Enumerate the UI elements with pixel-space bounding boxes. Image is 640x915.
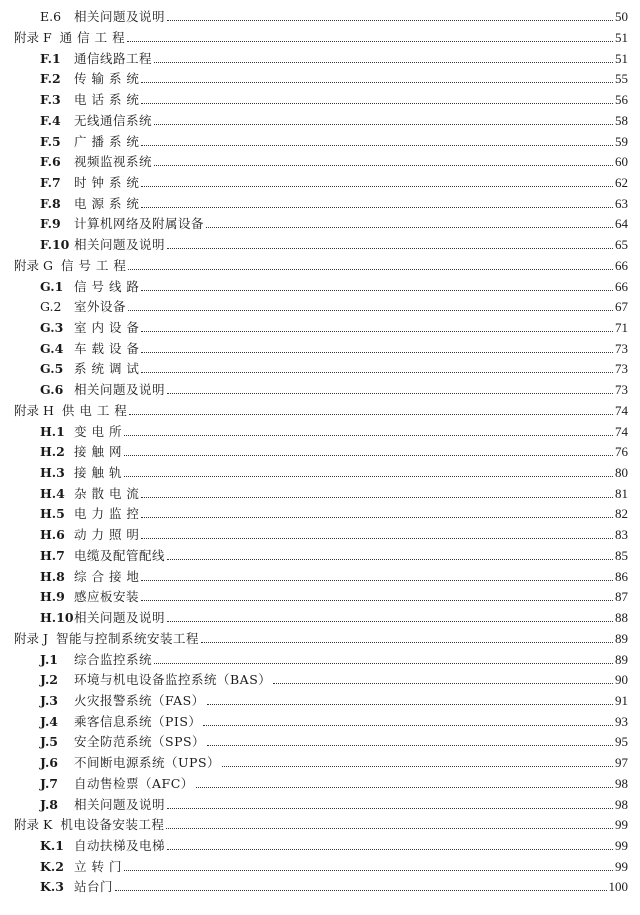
toc-section-entry[interactable] xyxy=(0,376,640,397)
entry-page-number: 56 xyxy=(615,92,628,108)
entry-title: 通 信 工 程 xyxy=(59,29,126,45)
entry-page-number: 62 xyxy=(615,174,628,190)
toc-appendix-entry[interactable] xyxy=(0,24,640,45)
toc-section-entry[interactable] xyxy=(0,45,640,66)
entry-number: K.1 xyxy=(40,837,64,853)
toc-section-entry[interactable] xyxy=(0,418,640,439)
entry-page-number: 83 xyxy=(615,527,628,543)
entry-number: 附录 G xyxy=(14,257,53,273)
toc-section-entry[interactable] xyxy=(0,169,640,190)
toc-section-entry[interactable] xyxy=(0,770,640,791)
toc-appendix-entry[interactable] xyxy=(0,397,640,418)
entry-number: F.10 xyxy=(40,237,70,253)
dot-leader xyxy=(141,145,613,146)
dot-leader xyxy=(124,435,613,436)
dot-leader xyxy=(154,124,613,125)
entry-page-number: 73 xyxy=(615,382,628,398)
entry-title: 杂 散 电 流 xyxy=(74,485,140,501)
entry-page-number: 98 xyxy=(615,775,628,791)
entry-title: 相关问题及说明 xyxy=(74,237,166,253)
entry-page-number: 51 xyxy=(615,29,628,45)
entry-title: 时 钟 系 统 xyxy=(74,174,140,190)
dot-leader xyxy=(167,621,613,622)
entry-title: 动 力 照 明 xyxy=(74,527,140,543)
entry-page-number: 89 xyxy=(615,651,628,667)
dot-leader xyxy=(141,331,613,332)
entry-title: 相关问题及说明 xyxy=(74,382,166,398)
entry-page-number: 95 xyxy=(615,734,628,750)
dot-leader xyxy=(141,290,613,291)
entry-title: 综合监控系统 xyxy=(74,651,153,667)
toc-appendix-entry[interactable] xyxy=(0,252,640,273)
toc-section-entry[interactable] xyxy=(0,439,640,460)
entry-page-number: 59 xyxy=(615,133,628,149)
toc-section-entry[interactable] xyxy=(0,522,640,543)
entry-title: 传 输 系 统 xyxy=(74,71,140,87)
entry-number: F.1 xyxy=(40,50,61,66)
toc-section-entry[interactable] xyxy=(0,708,640,729)
dot-leader xyxy=(141,352,613,353)
entry-page-number: 93 xyxy=(615,713,628,729)
toc-section-entry[interactable] xyxy=(0,480,640,501)
dot-leader xyxy=(207,745,613,746)
entry-page-number: 82 xyxy=(615,506,628,522)
entry-page-number: 90 xyxy=(615,672,628,688)
entry-title: 站台门 xyxy=(74,879,114,895)
entry-page-number: 66 xyxy=(615,257,628,273)
entry-page-number: 67 xyxy=(615,299,628,315)
dot-leader xyxy=(154,62,613,63)
entry-page-number: 74 xyxy=(615,423,628,439)
dot-leader xyxy=(141,580,613,581)
entry-number: J.1 xyxy=(40,651,58,667)
dot-leader xyxy=(167,20,613,21)
entry-title: 广 播 系 统 xyxy=(74,133,140,149)
toc-section-entry[interactable] xyxy=(0,190,640,211)
entry-number: J.7 xyxy=(40,775,58,791)
entry-page-number: 85 xyxy=(615,547,628,563)
entry-number: F.2 xyxy=(40,71,61,87)
entry-title: 自动售检票（AFC） xyxy=(74,775,194,791)
entry-page-number: 65 xyxy=(615,237,628,253)
entry-number: J.5 xyxy=(40,734,58,750)
dot-leader xyxy=(128,310,613,311)
entry-number: J.6 xyxy=(40,755,58,771)
toc-section-entry[interactable] xyxy=(0,107,640,128)
entry-title: 信 号 线 路 xyxy=(74,278,140,294)
entry-number: F.5 xyxy=(40,133,61,149)
entry-page-number: 73 xyxy=(615,361,628,377)
dot-leader xyxy=(141,538,613,539)
entry-page-number: 99 xyxy=(615,817,628,833)
toc-section-entry[interactable] xyxy=(0,667,640,688)
dot-leader xyxy=(166,828,613,829)
entry-title: 信 号 工 程 xyxy=(60,257,127,273)
toc-section-entry[interactable] xyxy=(0,791,640,812)
entry-title: 综 合 接 地 xyxy=(74,568,140,584)
entry-page-number: 73 xyxy=(615,340,628,356)
entry-title: 相关问题及说明 xyxy=(74,9,166,25)
entry-page-number: 66 xyxy=(615,278,628,294)
entry-title: 电缆及配管配线 xyxy=(74,547,166,563)
dot-leader xyxy=(196,787,613,788)
entry-title: 接 触 网 xyxy=(74,444,122,460)
entry-page-number: 87 xyxy=(615,589,628,605)
toc-section-entry[interactable] xyxy=(0,687,640,708)
entry-title: 通信线路工程 xyxy=(74,50,153,66)
entry-number: F.9 xyxy=(40,216,61,232)
entry-page-number: 71 xyxy=(615,319,628,335)
entry-number: 附录 H xyxy=(14,402,54,418)
toc-section-entry[interactable] xyxy=(0,356,640,377)
entry-title: 系 统 调 试 xyxy=(74,361,140,377)
entry-number: G.2 xyxy=(40,299,62,315)
entry-number: J.2 xyxy=(40,672,58,688)
entry-page-number: 60 xyxy=(615,154,628,170)
entry-title: 视频监视系统 xyxy=(74,154,153,170)
toc-section-entry[interactable] xyxy=(0,646,640,667)
entry-number: H.7 xyxy=(40,547,65,563)
toc-section-entry[interactable] xyxy=(0,335,640,356)
toc-section-entry[interactable] xyxy=(0,211,640,232)
dot-leader xyxy=(141,497,613,498)
entry-title: 自动扶梯及电梯 xyxy=(74,837,166,853)
entry-page-number: 80 xyxy=(615,465,628,481)
toc-section-entry[interactable] xyxy=(0,604,640,625)
entry-number: F.3 xyxy=(40,92,61,108)
entry-title: 相关问题及说明 xyxy=(74,610,166,626)
toc-section-entry[interactable] xyxy=(0,501,640,522)
dot-leader xyxy=(201,642,613,643)
entry-page-number: 55 xyxy=(615,71,628,87)
dot-leader xyxy=(124,870,613,871)
entry-number: G.1 xyxy=(40,278,64,294)
toc-section-entry[interactable] xyxy=(0,542,640,563)
entry-number: F.6 xyxy=(40,154,61,170)
entry-number: 附录 K xyxy=(14,817,53,833)
entry-number: E.6 xyxy=(40,9,62,25)
entry-page-number: 88 xyxy=(615,610,628,626)
toc-section-entry[interactable] xyxy=(0,231,640,252)
entry-number: G.3 xyxy=(40,319,64,335)
entry-page-number: 58 xyxy=(615,112,628,128)
dot-leader xyxy=(141,82,613,83)
dot-leader xyxy=(167,849,613,850)
toc-section-entry[interactable] xyxy=(0,584,640,605)
toc-section-entry[interactable] xyxy=(0,729,640,750)
entry-title: 智能与控制系统安装工程 xyxy=(56,630,200,646)
entry-page-number: 74 xyxy=(615,402,628,418)
dot-leader xyxy=(124,455,613,456)
toc-section-entry[interactable] xyxy=(0,149,640,170)
entry-number: 附录 F xyxy=(14,29,52,45)
entry-number: F.7 xyxy=(40,174,61,190)
entry-title: 无线通信系统 xyxy=(74,112,153,128)
entry-page-number: 86 xyxy=(615,568,628,584)
entry-title: 火灾报警系统（FAS） xyxy=(74,692,205,708)
entry-title: 室 内 设 备 xyxy=(74,319,140,335)
entry-number: H.8 xyxy=(40,568,65,584)
toc-section-entry[interactable] xyxy=(0,853,640,874)
dot-leader xyxy=(167,393,613,394)
entry-number: G.5 xyxy=(40,361,64,377)
entry-title: 相关问题及说明 xyxy=(74,796,166,812)
entry-title: 供 电 工 程 xyxy=(61,402,128,418)
entry-title: 接 触 轨 xyxy=(74,465,122,481)
toc-appendix-entry[interactable] xyxy=(0,812,640,833)
dot-leader xyxy=(203,725,613,726)
entry-title: 乘客信息系统（PIS） xyxy=(74,713,202,729)
entry-page-number: 97 xyxy=(615,755,628,771)
dot-leader xyxy=(167,248,613,249)
entry-title: 电 话 系 统 xyxy=(74,92,140,108)
entry-number: J.8 xyxy=(40,796,58,812)
entry-page-number: 64 xyxy=(615,216,628,232)
entry-page-number: 99 xyxy=(615,858,628,874)
toc-section-entry[interactable] xyxy=(0,273,640,294)
entry-number: F.4 xyxy=(40,112,61,128)
entry-number: H.1 xyxy=(40,423,65,439)
toc-section-entry[interactable] xyxy=(0,832,640,853)
dot-leader xyxy=(141,517,613,518)
toc-section-entry[interactable] xyxy=(0,459,640,480)
entry-number: G.4 xyxy=(40,340,64,356)
entry-number: H.3 xyxy=(40,465,65,481)
entry-number: K.3 xyxy=(40,879,64,895)
entry-page-number: 100 xyxy=(608,879,628,895)
toc-section-entry[interactable] xyxy=(0,86,640,107)
toc-section-entry[interactable] xyxy=(0,4,640,25)
toc-section-entry[interactable] xyxy=(0,128,640,149)
entry-number: H.2 xyxy=(40,444,65,460)
entry-title: 安全防范系统（SPS） xyxy=(74,734,206,750)
entry-title: 立 转 门 xyxy=(74,858,122,874)
dot-leader xyxy=(154,165,613,166)
entry-number: 附录 J xyxy=(14,630,48,646)
dot-leader xyxy=(141,600,613,601)
dot-leader xyxy=(141,372,613,373)
dot-leader xyxy=(141,207,613,208)
entry-page-number: 98 xyxy=(615,796,628,812)
entry-number: J.3 xyxy=(40,692,58,708)
toc-section-entry[interactable] xyxy=(0,66,640,87)
entry-title: 车 载 设 备 xyxy=(74,340,140,356)
toc-section-entry[interactable] xyxy=(0,749,640,770)
entry-page-number: 76 xyxy=(615,444,628,460)
entry-page-number: 81 xyxy=(615,485,628,501)
toc-appendix-entry[interactable] xyxy=(0,625,640,646)
entry-title: 机电设备安装工程 xyxy=(60,817,165,833)
dot-leader xyxy=(167,559,613,560)
toc-section-entry[interactable] xyxy=(0,314,640,335)
entry-title: 计算机网络及附属设备 xyxy=(74,216,205,232)
entry-number: J.4 xyxy=(40,713,58,729)
entry-number: H.4 xyxy=(40,485,65,501)
entry-number: H.5 xyxy=(40,506,65,522)
entry-title: 电 力 监 控 xyxy=(74,506,140,522)
dot-leader xyxy=(115,890,606,891)
entry-page-number: 51 xyxy=(615,50,628,66)
entry-title: 不间断电源系统（UPS） xyxy=(74,755,221,771)
entry-number: F.8 xyxy=(40,195,61,211)
dot-leader xyxy=(127,41,613,42)
dot-leader xyxy=(206,227,613,228)
entry-page-number: 63 xyxy=(615,195,628,211)
toc-section-entry[interactable] xyxy=(0,874,640,895)
dot-leader xyxy=(154,663,613,664)
dot-leader xyxy=(207,704,613,705)
dot-leader xyxy=(222,766,613,767)
entry-page-number: 89 xyxy=(615,630,628,646)
dot-leader xyxy=(273,683,613,684)
toc-section-entry[interactable] xyxy=(0,563,640,584)
entry-title: 环境与机电设备监控系统（BAS） xyxy=(74,672,272,688)
dot-leader xyxy=(167,808,613,809)
entry-title: 变 电 所 xyxy=(74,423,122,439)
entry-number: H.10 xyxy=(40,610,74,626)
entry-title: 室外设备 xyxy=(74,299,127,315)
entry-page-number: 50 xyxy=(615,9,628,25)
dot-leader xyxy=(129,414,613,415)
entry-number: H.6 xyxy=(40,527,65,543)
entry-title: 电 源 系 统 xyxy=(74,195,140,211)
dot-leader xyxy=(124,476,613,477)
dot-leader xyxy=(141,186,613,187)
entry-page-number: 99 xyxy=(615,837,628,853)
entry-number: K.2 xyxy=(40,858,64,874)
dot-leader xyxy=(141,103,613,104)
toc-section-entry[interactable] xyxy=(0,294,640,315)
entry-title: 感应板安装 xyxy=(74,589,140,605)
dot-leader xyxy=(128,269,613,270)
entry-page-number: 91 xyxy=(615,692,628,708)
entry-number: H.9 xyxy=(40,589,65,605)
entry-number: G.6 xyxy=(40,382,64,398)
